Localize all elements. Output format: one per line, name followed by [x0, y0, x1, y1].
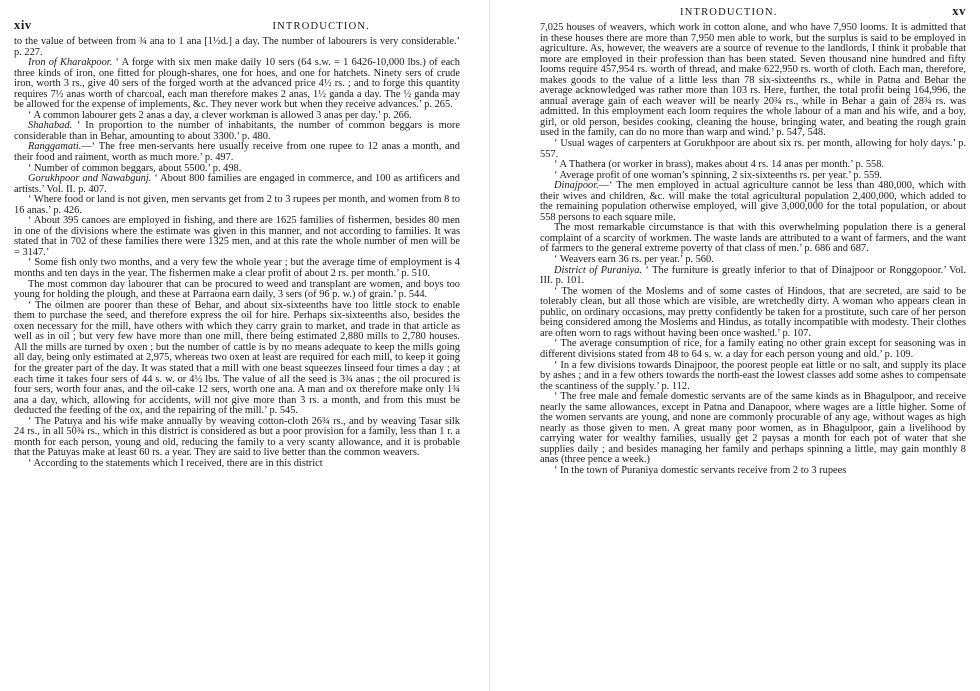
paragraph [540, 339, 966, 360]
paragraph-text: ‘ About 395 canoes are employed in fishing, and there are 1625 families of fishermen, besides 80 men in one of the divisions where the estimate was given in this manner, and not according to families. It was stated that in 702 of these families there were 1325 men, and at this rate the whole number of men will be = 3147.’ [14, 215, 460, 258]
paragraph [14, 37, 460, 58]
paragraph-text: —‘ The free men-servants here usually receive from one rupee to 12 anas a month, and their food and raiment, worth as much more.’ p. 497. [14, 141, 460, 164]
paragraph-text: 7,025 houses of weavers, which work in cotton alone, and who have 7,950 looms. It is admitted that in these houses there are more than 7,950 men able to work, but the surplus is said to be employed in agriculture. As, however, the weavers are a source of revenue to the landlords, I think it probable that more are employed in their profession than has been stated. Seven thousand nine hundred and fifty looms require 457,954 rs. worth of thread, and make 622,950 rs. worth of cloth. Each man, therefore, makes goods to the value of a little less than 78 six-sixteenths rs., while in Patna and Behar the average acknowledged was rather more than 103 rs. Here, further, the total profit being 164,996, the annual average gain of each weaver will be nearly 20¾ rs., while in Behar a gain of 28¾ rs. was admitted. In this employment each loom requires the whole labour of a man and his wife, and a boy, girl, or old person, besides cooking, cleaning the house, bringing water, and beating the rough grain used in the family, can do no more than warp and wind.’ p. 547, 548. [540, 22, 966, 139]
paragraph-text: ‘ In the town of Puraniya domestic servants receive from 2 to 3 rupees [554, 464, 847, 476]
paragraph-text: ‘ Usual wages of carpenters at Gorukhpoor are about six rs. per month, allowing for holy days.’ p. 557. [540, 138, 966, 160]
paragraph [540, 139, 966, 160]
paragraph [14, 459, 460, 470]
section-heading: Gorukhpoor and Nawabgunj. [28, 173, 152, 185]
paragraph-text: to the value of between from ¾ ana to 1 ana [1½d.] a day. The number of labourers is very considerable.’ p. 227. [14, 36, 460, 58]
paragraph [14, 301, 460, 417]
paragraph [540, 23, 966, 139]
paragraph [14, 417, 460, 459]
paragraph-text: ‘ A common labourer gets 2 anas a day, a clever workman is allowed 3 anas per day.’ p. 266. [28, 109, 412, 121]
paragraph [540, 392, 966, 466]
paragraph-text: ‘ The free male and female domestic servants are of the same kinds as in Bhagulpoor, and receive nearly the same allowances, except in Patna and Danapoor, where wages are a little higher. Some of the women servants are young, and none are commonly procurable of any age, without wages as high nearly as those given to men. A great many poor women, as in Bhagulpoor, gain a livelihood by carrying water for wealthy families, usually get 2 paysas a month for each pot of water that she supplies daily ; and besides managing her family and perhaps spinning a little, may gain monthly 8 anas (three pence a week.) [540, 391, 966, 466]
paragraph-text: ‘ The Patuya and his wife make annually by weaving cotton-cloth 26¾ rs., and by weaving Tasar silk 24 rs., in all 50¾ rs., which in this district is considered as but a poor provision for a family, less than 1 r. a month for each person, young and old, reducing the family to a very scanty allowance, and it is probable that the Patuyas make at least 60 rs. a year. They are said to live better than the common weavers. [14, 415, 460, 459]
paragraph [540, 466, 966, 477]
page-number: xiv [14, 18, 32, 32]
paragraph-text: ‘ Number of common beggars, about 5500.’ p. 498. [28, 162, 242, 174]
paragraph [540, 266, 966, 287]
paragraph [540, 223, 966, 255]
paragraph-text: ‘ Where food or land is not given, men servants get from 2 to 3 rupees per month, and women from 8 to 16 anas.’ p. 426. [14, 194, 460, 216]
paragraph-text: The most common day labourer that can be procured to weed and transplant are women, and boys too young for holding the plough, and these at Parraona earn daily, 3 sers (of 96 p. w.) of grain.’ p. 544. [14, 278, 460, 301]
section-heading: Dinajpoor. [554, 180, 599, 192]
paragraph [14, 121, 460, 142]
paragraph [540, 181, 966, 223]
paragraph [14, 280, 460, 301]
running-head: INTRODUCTION. [272, 21, 370, 32]
running-head: INTRODUCTION. [680, 7, 778, 18]
right-page-header [540, 4, 966, 19]
section-heading: Shahabad. [28, 120, 73, 132]
paragraph-text: The most remarkable circumstance is that with this overwhelming population there is a general complaint of a scarcity of workmen. The waste lands are attributed to a want of farmers, and the want of farmers to the general extreme poverty of that class of men.’ p. 686 and 687. [540, 222, 966, 255]
right-page [490, 0, 980, 691]
paragraph-text: —‘ The men employed in actual agriculture cannot be less than 480,000, which with their wives and children, &c. will make the total agricultural population 2,400,000, which added to the remaining population otherwise employed, will give 3,000,000 for the total population, or about 558 persons to each square mile. [540, 180, 966, 223]
paragraph-text: ‘ In a few divisions towards Dinajpoor, the poorest people eat little or no salt, and supply its place by ashes ; and in a few others towards the north-east the lowest classes add some ashes to compensate the scantiness of the supply.’ p. 112. [540, 359, 966, 392]
left-page-body [14, 37, 460, 469]
paragraph-text: ‘ The women of the Moslems and of some castes of Hindoos, that are secreted, are said to be tolerably clean, but all those which are visible, are wretchedly dirty. A woman who appears clean in public, on ordinary occasions, may pretty confidently be taken for a prostitute, such care of her person being considered among the Moslems and Hindus, as totally incompatible with modesty. Their clothes are often worn to rags without having been once washed.’ p. 107. [540, 285, 966, 339]
paragraph-text: ‘ The oilmen are poorer than these of Behar, and about six-sixteenths have too little stock to enable them to purchase the seed, and therefore express the oil for hire. Perhaps six-sixteenths also, besides the oxen necessary for the mill, have others with which they carry grain to market, and trade in that article as well as in oil ; but very few have more than one mill, there being estimated 2,880 mills to 2,780 houses. All the mills are turned by oxen ; but the number of cattle is by no means adequate to keep the mills going all day, being only estimated at 2,975, whereas two oxen at least are required for each mill, to keep it going for the greater part of the day. It was stated that a mill with one beast squeezes linseed four times a day ; at each time it takes four sers of 44 s. w. or 4½ lbs. The value of all the seed is 3¾ anas ; the oil procured is four sers, worth four anas, and the oil-cake 12 sers, worth one ana. A man and ox therefore make only 1¾ ana a day, which, allowing for accidents, will not give more than 3 rs. a month, and from this must be deducted the feeding of the ox, and the repairing of the mill.’ p. 545. [14, 299, 460, 417]
section-heading: District of Puraniya. [554, 264, 643, 276]
paragraph-text: ‘ According to the statements which I received, there are in this district [28, 457, 323, 469]
section-heading: Ranggamati. [28, 141, 82, 153]
page-number: xv [952, 4, 966, 18]
left-page-header [14, 18, 460, 33]
paragraph [14, 258, 460, 279]
paragraph [540, 361, 966, 393]
paragraph-text: ‘ A forge with six men make daily 10 sers (64 s.w. = 1 6426-10,000 lbs.) of each three kinds of iron, one fitted for plough-shares, one for hoes, and one for hatchets. Ninety sers of crude iron, worth 3 rs., give 40 sers of the forged worth at the advanced price 4½ rs. ; and to forge this quantity requires 7½ anas worth of charcoal, each man therefore makes 2 anas, 1½ ganda a day. The ½ ganda may be allowed for the expense of implements, &c. They never work but when they receive advances.’ p. 265. [14, 57, 460, 111]
paragraph-text: ‘ Weavers earn 36 rs. per year.’ p. 560. [554, 254, 714, 266]
paragraph-text: ‘ In proportion to the number of inhabitants, the number of common beggars is more considerable than in Behar, amounting to about 3300.’ p. 480. [14, 120, 460, 142]
paragraph [540, 287, 966, 340]
paragraph-text: ‘ Average profit of one woman’s spinning, 2 six-sixteenths rs. per year.’ p. 559. [554, 169, 883, 181]
paragraph-text: ‘ A Thathera (or worker in brass), makes about 4 rs. 14 anas per month.’ p. 558. [554, 159, 885, 171]
paragraph-text: ‘ About 800 families are engaged in commerce, and 100 as artificers and artists.’ Vol. II. p. 407. [14, 173, 460, 195]
paragraph [14, 195, 460, 216]
paragraph [14, 174, 460, 195]
right-page-body [540, 23, 966, 477]
paragraph [14, 58, 460, 111]
paragraph [14, 216, 460, 258]
paragraph-text: ‘ Some fish only two months, and a very few the whole year ; but the average time of employment is 4 months and ten days in the year. The fishermen make a clear profit of about 2 rs. per month.’ p. 510. [14, 257, 460, 280]
paragraph [14, 142, 460, 163]
paragraph-text: ‘ The furniture is greatly inferior to that of Dinajpoor or Ronggopoor.’ Vol. III. p. 101. [540, 264, 967, 287]
paragraph-text: ‘ The average consumption of rice, for a family eating no other grain except for seasoning was in different divisions stated from 48 to 64 s. w. a day for each person young and old.’ p. 109. [540, 338, 966, 360]
section-heading: Iron of Kharakpoor. [28, 57, 113, 69]
